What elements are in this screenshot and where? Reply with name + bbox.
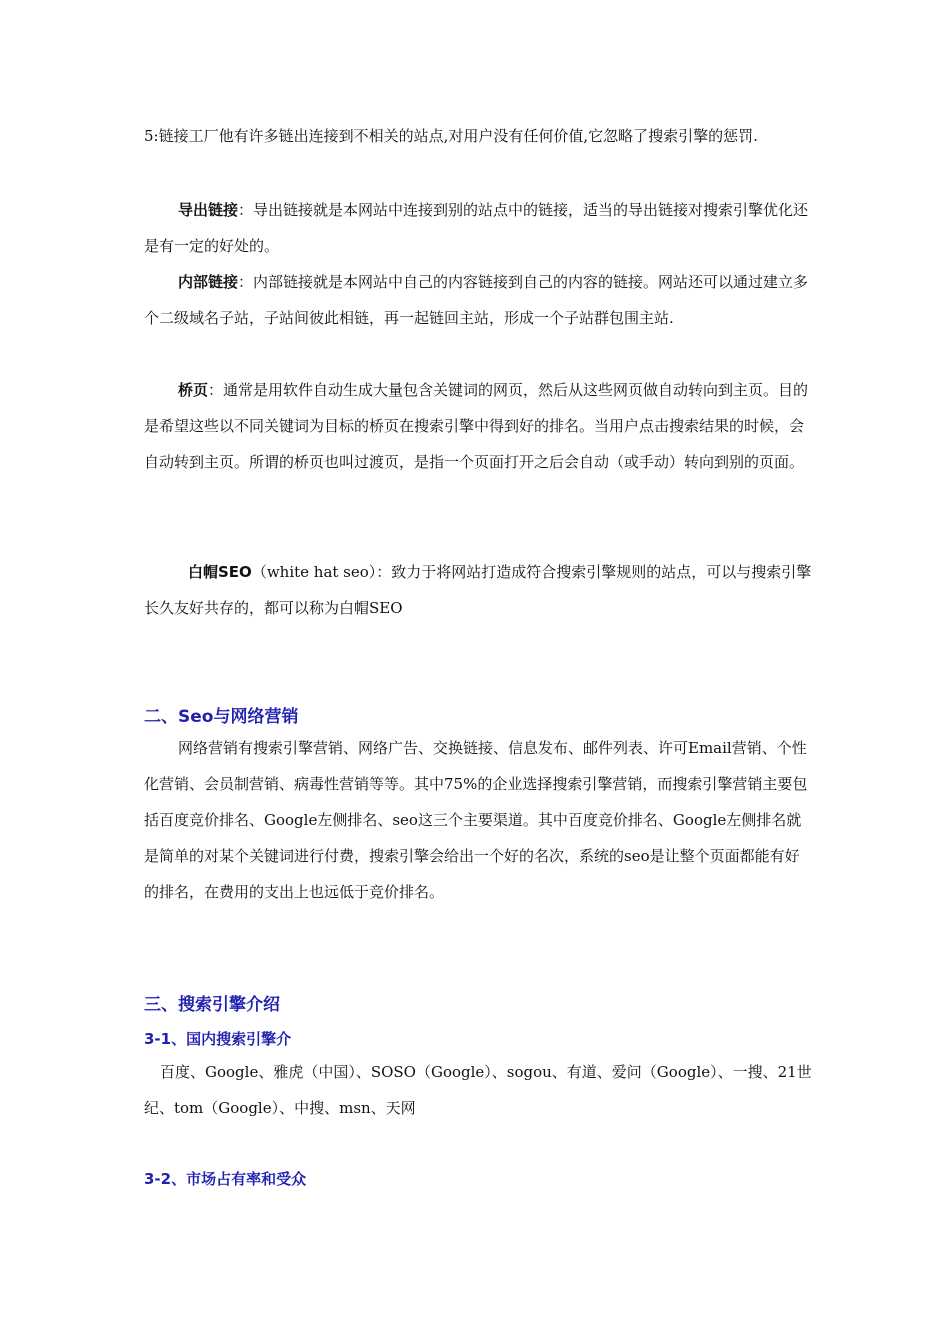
term-internal-links: 内部链接 — [178, 273, 239, 291]
term-bridge-page: 桥页 — [178, 381, 209, 399]
link-farm-text: 5:链接工厂他有许多链出连接到不相关的站点,对用户没有任何价值,它忽略了搜索引擎的惩罚. — [144, 127, 758, 145]
white-hat-seo-text: （white hat seo）：致力于将网站打造成符合搜索引擎规则的站点，可以与搜索引擎长久友好共存的，都可以称为白帽SEO — [144, 563, 812, 617]
term-outbound-links: 导出链接 — [178, 201, 239, 219]
paragraph-link-farm — [144, 118, 814, 154]
paragraph-white-hat-seo — [144, 554, 814, 626]
outbound-links-text: ：导出链接就是本网站中连接到别的站点中的链接，适当的导出链接对搜索引擎优化还是有一定的好处的。 — [144, 201, 809, 255]
internal-links-text: ：内部链接就是本网站中自己的内容链接到自己的内容的链接。网站还可以通过建立多个二级域名子站，子站间彼此相链，再一起链回主站，形成一个子站群包围主站. — [144, 273, 809, 327]
heading-search-engines: 三、搜索引擎介绍 — [144, 995, 280, 1015]
paragraph-internal-links — [144, 264, 814, 336]
seo-marketing-text: 网络营销有搜索引擎营销、网络广告、交换链接、信息发布、邮件列表、许可Email营销、个性化营销、会员制营销、病毒性营销等等。其中75%的企业选择搜索引擎营销，而搜索引擎营销主要包括百度竞价排名、Google左侧排名、seo这三个主要渠道。其中百度竞价排名、Google左侧排名就是简单的对某个关键词进行付费，搜索引擎会给出一个好的名次，系统的seo是让整个页面都能有好的排名，在费用的支出上也远低于竞价排名。 — [144, 739, 808, 901]
paragraph-bridge-page — [144, 372, 814, 480]
paragraph-engine-list — [144, 1054, 824, 1126]
engine-list-text: 百度、Google、雅虎（中国）、SOSO（Google）、sogou、有道、爱问（Google）、一搜、21世纪、tom（Google）、中搜、msn、天网 — [144, 1063, 812, 1117]
subheading-market-share: 3-2、市场占有率和受众 — [144, 1170, 307, 1188]
bridge-page-text: ：通常是用软件自动生成大量包含关键词的网页，然后从这些网页做自动转向到主页。目的是希望这些以不同关键词为目标的桥页在搜索引擎中得到好的排名。当用户点击搜索结果的时候，会自动转到主页。所谓的桥页也叫过渡页，是指一个页面打开之后会自动（或手动）转向到别的页面。 — [144, 381, 809, 471]
paragraph-outbound-links — [144, 192, 814, 264]
term-white-hat-seo: 白帽SEO — [188, 563, 252, 581]
paragraph-seo-marketing — [144, 730, 814, 910]
subheading-domestic-engines: 3-1、国内搜索引擎介 — [144, 1030, 292, 1048]
heading-seo-marketing: 二、Seo与网络营销 — [144, 707, 299, 727]
